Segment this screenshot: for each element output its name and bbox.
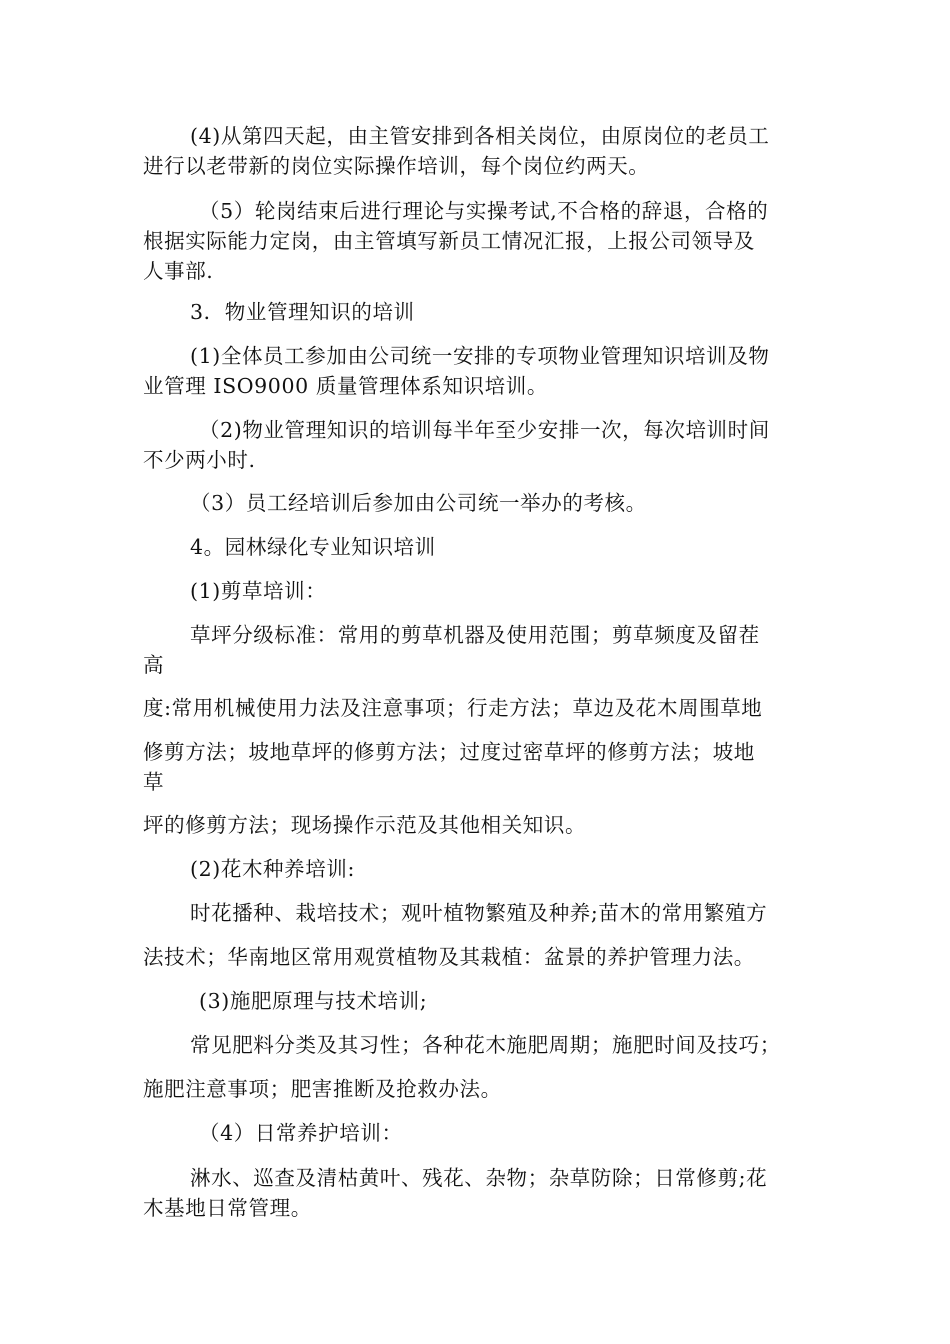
paragraph-fertilizing-1 xyxy=(143,1030,811,1060)
text-line: 坪的修剪方法；现场操作示范及其他相关知识。 xyxy=(143,813,587,837)
text-line: 人事部. xyxy=(143,259,214,283)
paragraph-property-step-3 xyxy=(143,488,811,518)
text-line: 高 xyxy=(143,653,165,677)
paragraph-mowing-1 xyxy=(143,620,811,680)
subheading-planting xyxy=(143,854,811,884)
paragraph-orientation-step-5 xyxy=(143,196,811,286)
text-line: 修剪方法；坡地草坪的修剪方法；过度过密草坪的修剪方法；坡地 xyxy=(143,740,755,764)
text-line: 业管理 ISO9000 质量管理体系知识培训。 xyxy=(143,374,548,398)
text-line: 常见肥料分类及其习性；各种花木施肥周期；施肥时间及技巧； xyxy=(190,1033,781,1057)
text-line: (4)从第四天起，由主管安排到各相关岗位，由原岗位的老员工 xyxy=(190,124,770,148)
text-line: 淋水、巡查及清枯黄叶、残花、杂物；杂草防除；日常修剪;花 xyxy=(190,1166,768,1190)
paragraph-orientation-step-4 xyxy=(143,121,811,181)
text-line: (2)花木种养培训: xyxy=(190,857,355,881)
subheading-fertilizing xyxy=(143,986,811,1016)
text-line: 法技术；华南地区常用观赏植物及其栽植：盆景的养护管理力法。 xyxy=(143,945,755,969)
paragraph-property-step-1 xyxy=(143,341,811,401)
text-line: 度:常用机械使用力法及注意事项；行走方法；草边及花木周围草地 xyxy=(143,696,763,720)
text-line: 草坪分级标准：常用的剪草机器及使用范围；剪草频度及留茬 xyxy=(190,623,760,647)
text-line: 草 xyxy=(143,770,165,794)
subheading-mowing xyxy=(143,576,811,606)
paragraph-daily-maintenance xyxy=(143,1163,811,1223)
paragraph-planting-2 xyxy=(143,942,811,972)
text-line: 施肥注意事项；肥害推断及抢救办法。 xyxy=(143,1077,502,1101)
text-line: 进行以老带新的岗位实际操作培训，每个岗位约两天。 xyxy=(143,154,650,178)
text-line: （3）员工经培训后参加由公司统一举办的考核。 xyxy=(190,491,647,515)
paragraph-planting-1 xyxy=(143,898,811,928)
text-line: (1)全体员工参加由公司统一安排的专项物业管理知识培训及物 xyxy=(190,344,770,368)
section-heading-property-management xyxy=(143,297,811,327)
paragraph-mowing-2 xyxy=(143,693,811,723)
text-line: （5）轮岗结束后进行理论与实操考试,不合格的辞退，合格的 xyxy=(199,199,769,223)
paragraph-mowing-4 xyxy=(143,810,811,840)
text-line: 不少两小时. xyxy=(143,448,256,472)
text-line: (3)施肥原理与技术培训; xyxy=(199,989,428,1013)
section-heading-landscaping xyxy=(143,532,811,562)
text-line: 时花播种、栽培技术；观叶植物繁殖及种养;苗木的常用繁殖方 xyxy=(190,901,768,925)
text-line: 3．物业管理知识的培训 xyxy=(190,300,415,324)
text-line: （4）日常养护培训： xyxy=(199,1121,403,1145)
paragraph-fertilizing-2 xyxy=(143,1074,811,1104)
paragraph-property-step-2 xyxy=(143,415,811,475)
text-line: (1)剪草培训： xyxy=(190,579,327,603)
text-line: （2)物业管理知识的培训每半年至少安排一次，每次培训时间 xyxy=(199,418,770,442)
subheading-daily-maintenance xyxy=(143,1118,811,1148)
text-line: 4。园林绿化专业知识培训 xyxy=(190,535,436,559)
paragraph-mowing-3 xyxy=(143,737,811,797)
text-line: 根据实际能力定岗，由主管填写新员工情况汇报，上报公司领导及 xyxy=(143,229,755,253)
text-line: 木基地日常管理。 xyxy=(143,1196,312,1220)
